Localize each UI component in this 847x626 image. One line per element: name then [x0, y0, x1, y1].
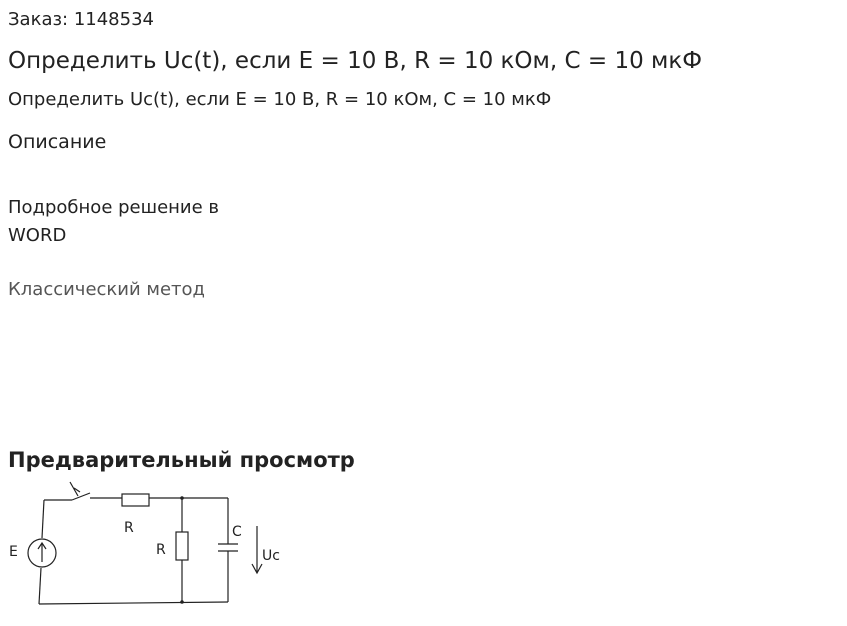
page-subtitle: Определить Uc(t), если E = 10 В, R = 10 кОм, C = 10 мкФ [8, 89, 552, 110]
circuit-preview-image [0, 478, 300, 618]
order-number: Заказ: 1148534 [8, 9, 154, 30]
description-heading: Описание [8, 131, 107, 153]
resistor-top [122, 494, 149, 506]
page-title: Определить Uc(t), если E = 10 В, R = 10 кОм, C = 10 мкФ [8, 48, 703, 74]
capacitor-label: C [232, 524, 242, 540]
voltage-label: Uc [262, 548, 280, 564]
node-top [180, 496, 184, 500]
switch-blade [72, 493, 90, 500]
switch-arrow [70, 482, 80, 496]
resistor-mid [176, 532, 188, 560]
wire-left-top [42, 500, 44, 538]
node-bottom [180, 600, 184, 604]
preview-heading: Предварительный просмотр [8, 448, 355, 472]
description-text: Подробное решение в WORD [8, 197, 220, 246]
method-text: Классический метод [8, 279, 205, 300]
wire-left-bottom [39, 568, 41, 604]
source-label: E [9, 544, 18, 560]
resistor-top-label: R [124, 520, 134, 536]
wire-bottom [39, 602, 228, 604]
resistor-mid-label: R [156, 542, 166, 558]
